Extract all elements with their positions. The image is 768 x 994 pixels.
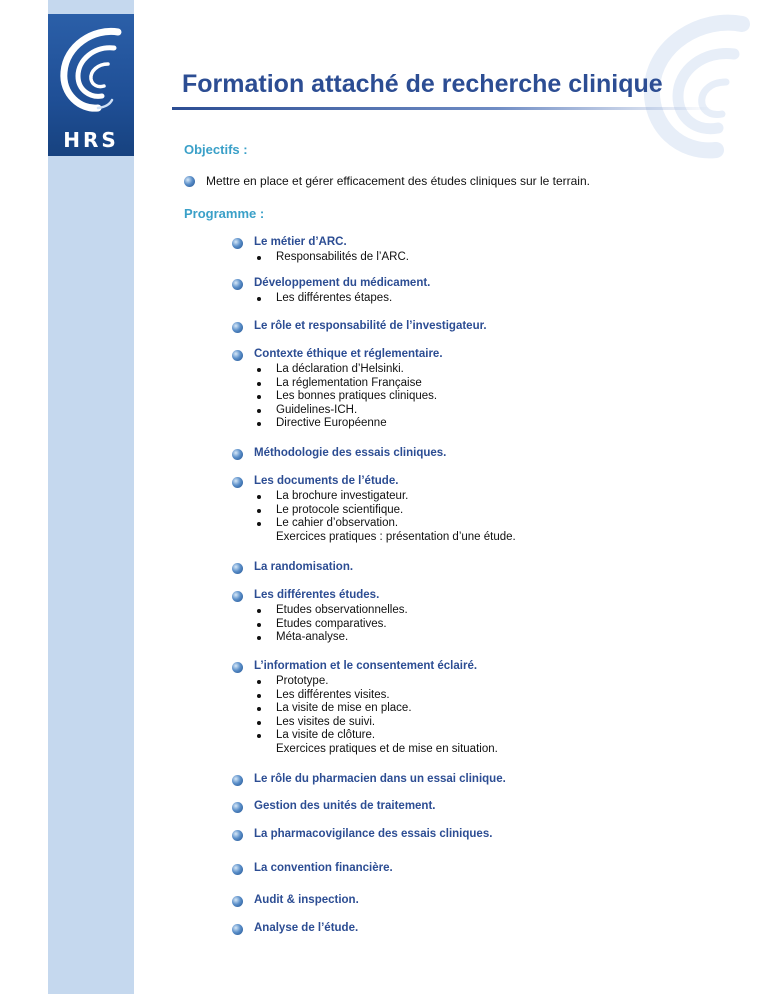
module-item: Prototype.: [254, 675, 498, 689]
module-note: Exercices pratiques : présentation d’une étude.: [276, 530, 516, 543]
bullet-orb-icon: [232, 924, 243, 935]
title-underline: [172, 107, 712, 110]
bullet-orb-icon: [232, 563, 243, 574]
module-title: La randomisation.: [254, 561, 354, 573]
module-item: Méta-analyse.: [254, 631, 408, 645]
module-item: Les visites de suivi.: [254, 716, 498, 730]
page-title: Formation attaché de recherche clinique: [182, 70, 663, 98]
module-title: L’information et le consentement éclairé.: [254, 660, 478, 672]
module-title: Les documents de l’étude.: [254, 475, 399, 487]
module-item: Directive Européenne: [254, 417, 437, 431]
module-title: Méthodologie des essais cliniques.: [254, 447, 447, 459]
module-item: Les différentes étapes.: [254, 292, 392, 306]
bullet-orb-icon: [232, 449, 243, 460]
module-item: Responsabilités de l’ARC.: [254, 251, 409, 265]
module-item: Guidelines-ICH.: [254, 404, 437, 418]
module-title: Audit & inspection.: [254, 894, 359, 906]
module-item-list: [254, 363, 437, 431]
module-item: Etudes comparatives.: [254, 618, 408, 632]
module-title: Les différentes études.: [254, 589, 380, 601]
bullet-orb-icon: [232, 477, 243, 488]
bullet-orb-icon: [232, 238, 243, 249]
bullet-orb-icon: [232, 830, 243, 841]
bullet-orb-icon: [232, 864, 243, 875]
module-title: Développement du médicament.: [254, 277, 431, 289]
objectifs-label: Objectifs :: [184, 142, 248, 157]
module-title: Analyse de l’étude.: [254, 922, 359, 934]
bullet-orb-icon: [232, 279, 243, 290]
module-note: Exercices pratiques et de mise en situation.: [276, 742, 498, 755]
module-item-list: [254, 490, 516, 544]
logo-text: HRS: [63, 128, 119, 152]
module-item: Les différentes visites.: [254, 689, 498, 703]
module-title: Le métier d’ARC.: [254, 236, 347, 248]
objectifs-text: Mettre en place et gérer efficacement des études cliniques sur le terrain.: [206, 174, 590, 188]
bullet-orb-icon: [232, 591, 243, 602]
bullet-orb-icon: [232, 802, 243, 813]
module-item: Etudes observationnelles.: [254, 604, 408, 618]
module-item: La réglementation Française: [254, 377, 437, 391]
bullet-orb-icon: [232, 662, 243, 673]
programme-label: Programme :: [184, 206, 265, 221]
bullet-orb-icon: [232, 896, 243, 907]
module-title: Contexte éthique et réglementaire.: [254, 348, 443, 360]
bullet-orb-icon: [232, 322, 243, 333]
module-item: Les bonnes pratiques cliniques.: [254, 390, 437, 404]
module-item-list: [254, 675, 498, 757]
module-item: Le cahier d’observation.: [254, 517, 516, 531]
module-item: La déclaration d’Helsinki.: [254, 363, 437, 377]
module-item-list: [254, 604, 408, 645]
module-title: Gestion des unités de traitement.: [254, 800, 436, 812]
module-item: La visite de clôture.: [254, 729, 498, 743]
module-title: La convention financière.: [254, 862, 393, 874]
bullet-orb-icon: [184, 176, 195, 187]
module-title: La pharmacovigilance des essais cliniques.: [254, 828, 493, 840]
bullet-orb-icon: [232, 775, 243, 786]
hrs-logo: [48, 14, 134, 156]
module-item: La brochure investigateur.: [254, 490, 516, 504]
swirl-logo-icon: [48, 14, 134, 124]
module-title: Le rôle du pharmacien dans un essai clinique.: [254, 773, 506, 785]
module-item: Le protocole scientifique.: [254, 504, 516, 518]
module-item-list: [254, 292, 392, 306]
bullet-orb-icon: [232, 350, 243, 361]
module-item: La visite de mise en place.: [254, 702, 498, 716]
module-title: Le rôle et responsabilité de l’investigateur.: [254, 320, 487, 332]
module-item-list: [254, 251, 409, 265]
